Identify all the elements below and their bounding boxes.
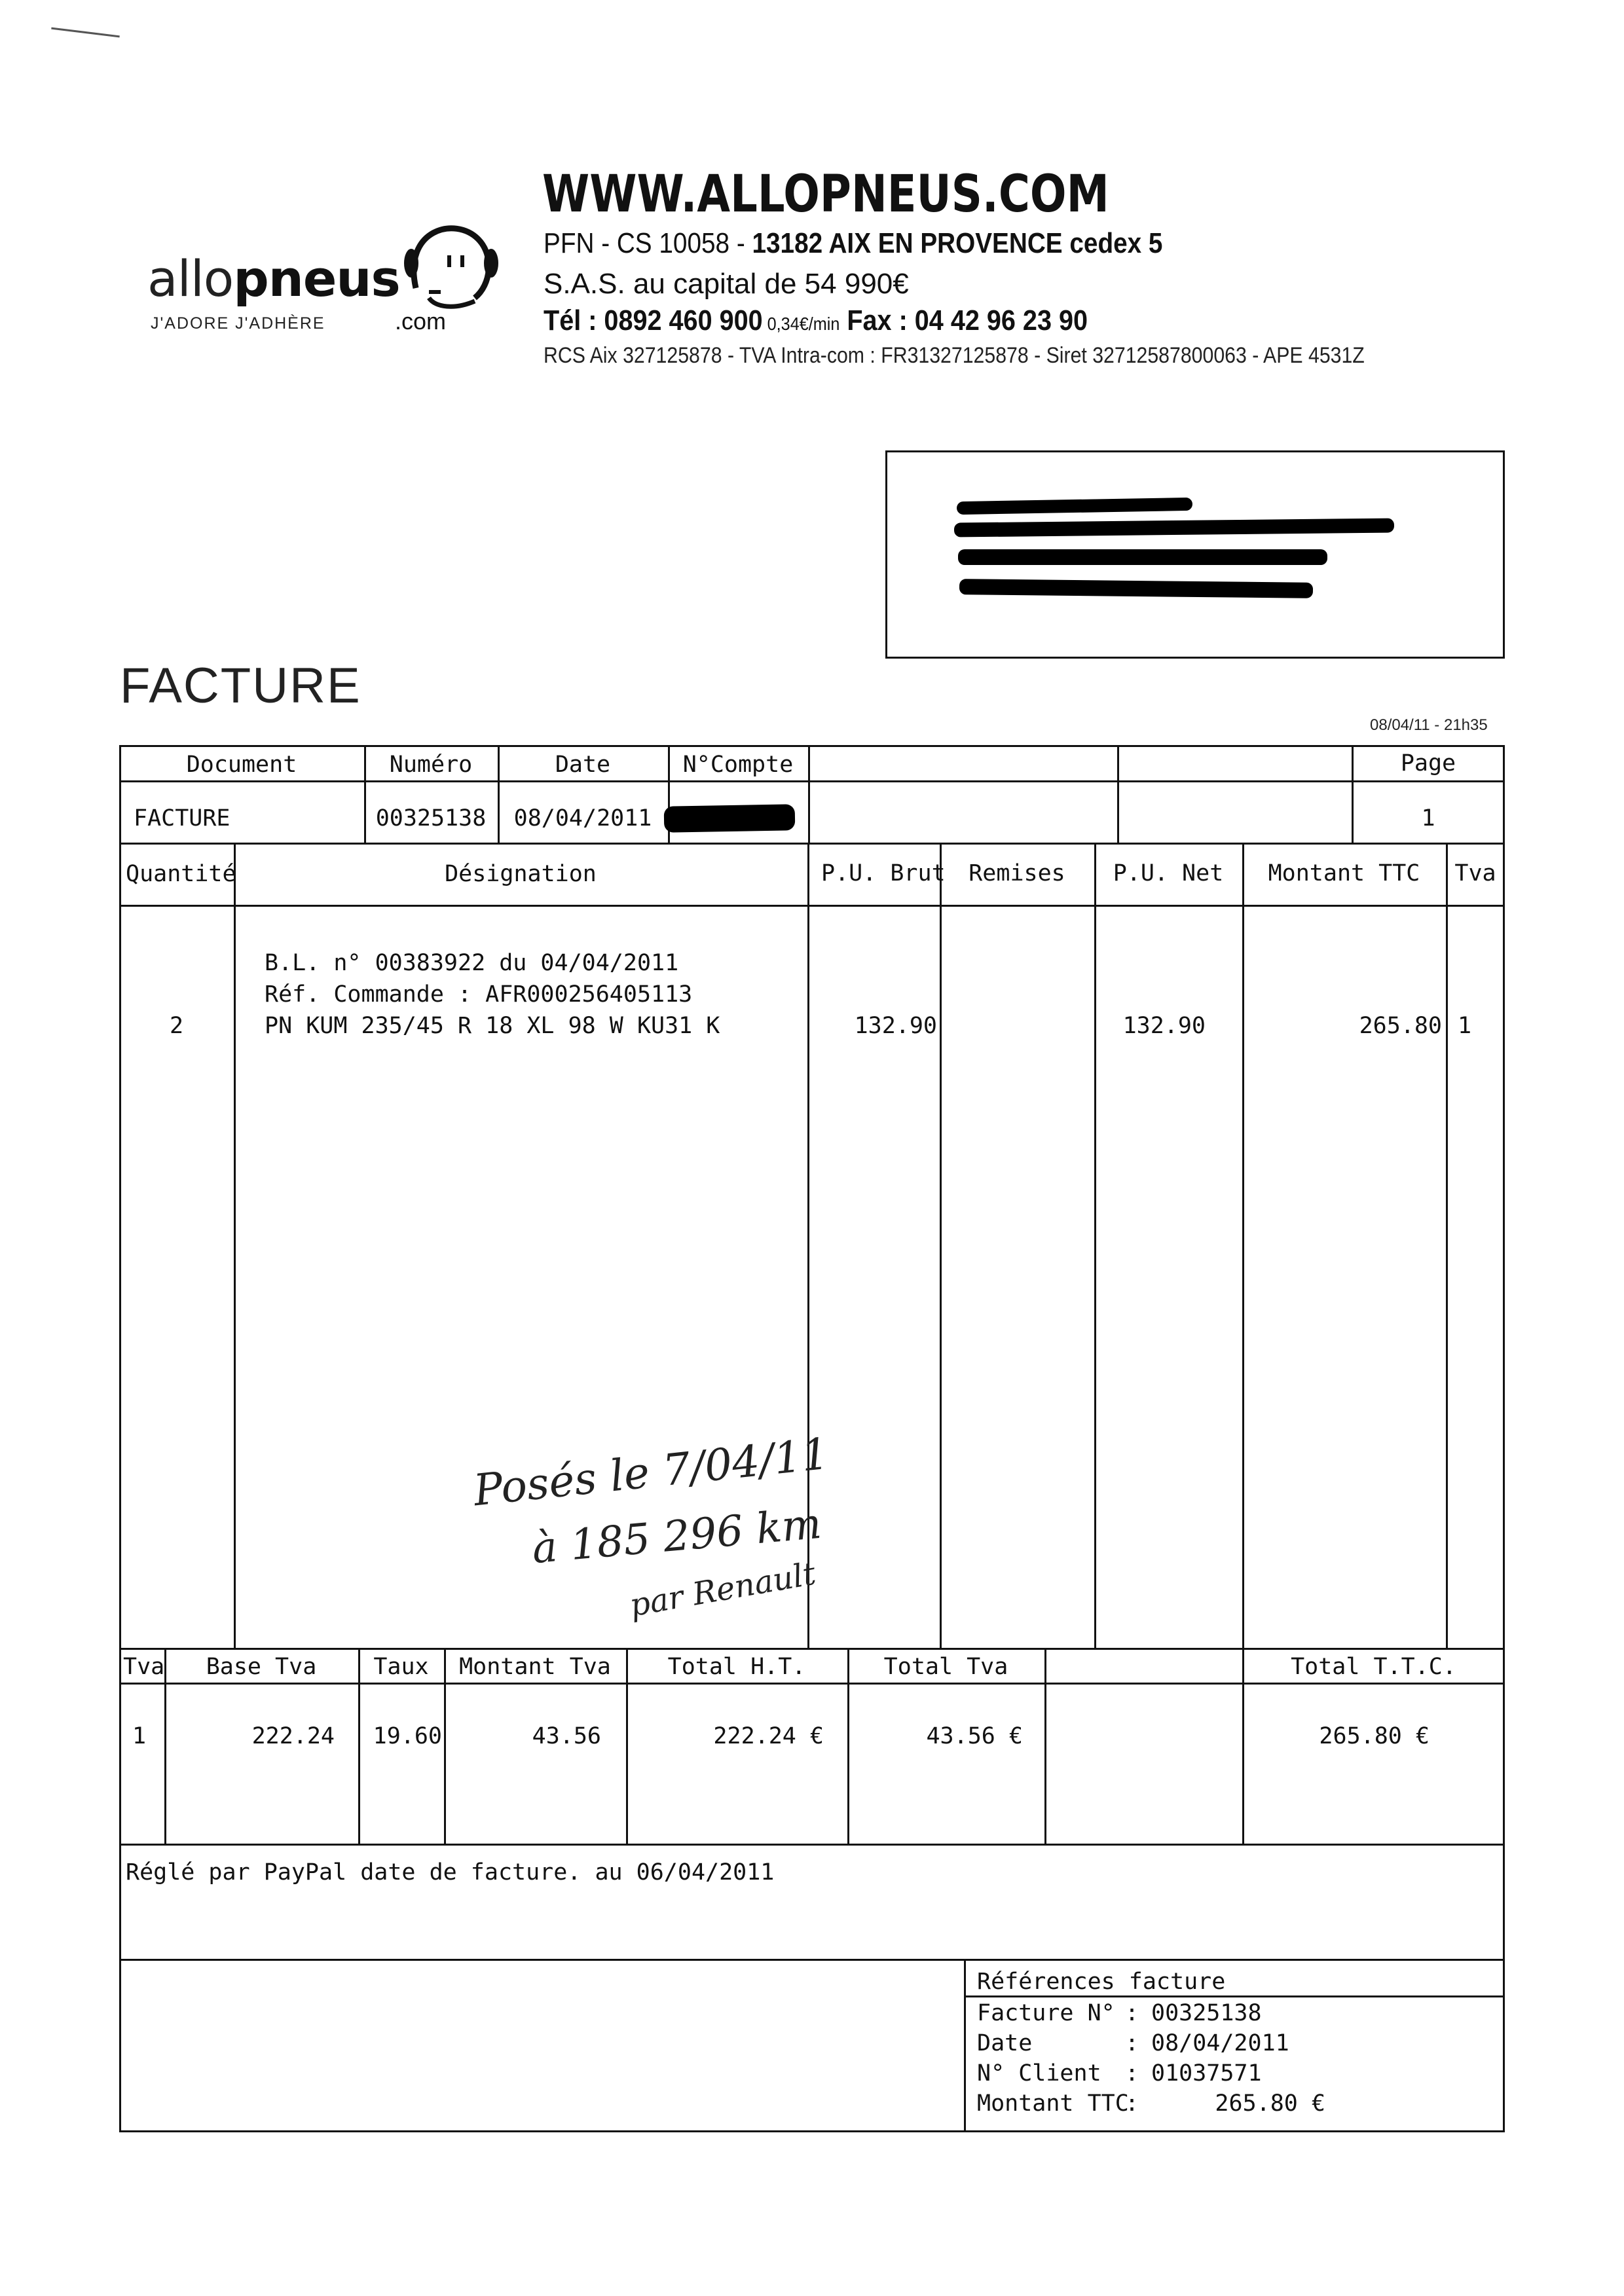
col-base-tva-header: Base Tva <box>206 1654 317 1680</box>
col-numero-header: Numéro <box>389 752 473 778</box>
handwritten-line-1: Posés le 7/04/11 <box>471 1428 832 1516</box>
handwritten-note <box>355 1428 832 1643</box>
print-timestamp: 08/04/11 - 21h35 <box>1370 716 1488 734</box>
total-ttc-value: 265.80 € <box>1319 1723 1430 1749</box>
items-table <box>119 845 1505 1650</box>
handwritten-line-2: à 185 296 km <box>530 1499 824 1574</box>
ref-montant-label: Montant TTC <box>977 2090 1129 2117</box>
ref-facture-sep: : <box>1125 2000 1139 2026</box>
item-designation-line-2: Réf. Commande : AFR000256405113 <box>265 981 693 1008</box>
col-total-ttc-header: Total T.T.C. <box>1291 1654 1456 1680</box>
ref-client-sep: : <box>1125 2060 1139 2086</box>
fax-label: Fax : <box>840 304 915 337</box>
company-registration: RCS Aix 327125878 - TVA Intra-com : FR31327125878 - Siret 32712587800063 - APE 4531Z <box>544 343 1365 368</box>
document-type-value: FACTURE <box>134 805 231 831</box>
tel-rate: 0,34€/min <box>762 314 840 334</box>
references-title: Références facture <box>977 1969 1226 1995</box>
company-capital: S.A.S. au capital de 54 990€ <box>544 268 909 300</box>
scan-mark <box>51 27 120 38</box>
company-website: WWW.ALLOPNEUS.COM <box>542 165 1109 224</box>
company-contact <box>544 306 1088 335</box>
ref-facture-label: Facture N° <box>977 2000 1115 2026</box>
col-pu-brut-header: P.U. Brut <box>821 860 946 886</box>
invoice-date-value: 08/04/2011 <box>513 805 652 831</box>
fax-number: 04 42 96 23 90 <box>914 304 1088 337</box>
address-city: 13182 AIX EN PROVENCE cedex 5 <box>752 227 1163 259</box>
col-date-header: Date <box>555 752 611 778</box>
item-montant-ttc: 265.80 <box>1359 1013 1442 1039</box>
ref-facture-value: 00325138 <box>1151 2000 1262 2026</box>
ref-date-sep: : <box>1125 2030 1139 2056</box>
ref-client-label: N° Client <box>977 2060 1101 2086</box>
col-montant-ttc-header: Montant TTC <box>1268 860 1420 886</box>
total-ht-value: 222.24 € <box>713 1723 824 1749</box>
total-tva-value: 43.56 € <box>926 1723 1023 1749</box>
col-remises-header: Remises <box>969 860 1065 886</box>
header-table <box>119 745 1505 845</box>
ref-client-value: 01037571 <box>1151 2060 1262 2086</box>
col-montant-tva-header: Montant Tva <box>459 1654 611 1680</box>
ref-montant-value: 265.80 € <box>1215 2090 1325 2117</box>
ref-date-label: Date <box>977 2030 1033 2056</box>
base-tva-value: 222.24 <box>251 1723 335 1749</box>
company-logo <box>147 190 514 347</box>
item-quantity: 2 <box>169 1013 184 1039</box>
references-box <box>964 1959 1505 2132</box>
item-designation-line-1: B.L. n° 00383922 du 04/04/2011 <box>265 950 679 976</box>
col-total-ht-header: Total H.T. <box>667 1654 806 1680</box>
col-tva-code-header: Tva <box>123 1654 165 1680</box>
col-designation-header: Désignation <box>445 861 597 887</box>
tel-label: Tél : <box>544 304 604 337</box>
col-page-header: Page <box>1400 750 1456 776</box>
col-compte-header: N°Compte <box>682 752 794 778</box>
col-document-header: Document <box>186 752 297 778</box>
col-tva-header: Tva <box>1454 860 1496 886</box>
logo-word-allo: allo <box>147 249 234 308</box>
handwritten-line-3: par Renault <box>627 1555 819 1624</box>
item-tva-code: 1 <box>1458 1013 1472 1039</box>
document-title: FACTURE <box>120 658 361 714</box>
logo-word-pneus: pneus <box>233 249 400 308</box>
invoice-number-value: 00325138 <box>375 805 487 831</box>
tva-code-value: 1 <box>132 1723 147 1749</box>
redaction-line-3 <box>958 549 1327 565</box>
redaction-line-1 <box>957 498 1192 515</box>
tva-table <box>119 1648 1505 1846</box>
ref-date-value: 08/04/2011 <box>1151 2030 1289 2056</box>
redaction-line-4 <box>959 579 1313 598</box>
company-address <box>544 229 1162 258</box>
taux-value: 19.60 <box>373 1723 442 1749</box>
customer-address-box <box>885 450 1505 659</box>
page-number-value: 1 <box>1421 805 1435 831</box>
ref-montant-sep: : <box>1125 2090 1139 2117</box>
item-pu-brut: 132.90 <box>854 1013 937 1039</box>
payment-box <box>119 1844 1505 2132</box>
tel-number: 0892 460 900 <box>604 304 763 337</box>
logo-dotcom: .com <box>395 308 447 335</box>
col-quantite-header: Quantité <box>126 861 236 887</box>
item-designation-line-3: PN KUM 235/45 R 18 XL 98 W KU31 K <box>265 1013 720 1039</box>
payment-note: Réglé par PayPal date de facture. au 06/04/2011 <box>126 1859 775 1886</box>
montant-tva-value: 43.56 <box>532 1723 601 1749</box>
redaction-line-2 <box>954 518 1394 537</box>
address-prefix: PFN - CS 10058 - <box>544 227 752 259</box>
item-pu-net: 132.90 <box>1122 1013 1206 1039</box>
logo-tagline: J'ADORE J'ADHÈRE <box>151 314 325 333</box>
col-taux-header: Taux <box>373 1654 429 1680</box>
account-redaction <box>664 804 796 832</box>
col-pu-net-header: P.U. Net <box>1113 860 1224 886</box>
col-total-tva-header: Total Tva <box>883 1654 1008 1680</box>
